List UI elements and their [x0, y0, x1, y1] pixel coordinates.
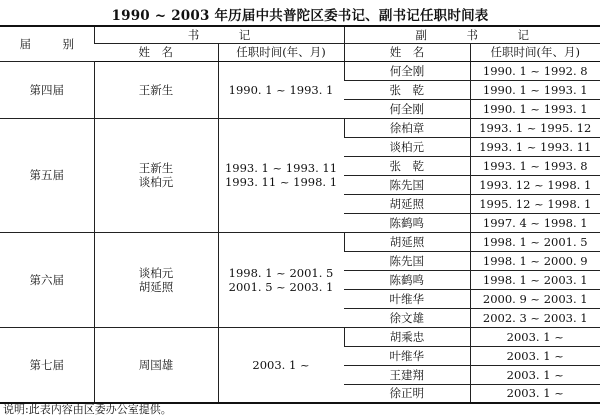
secretary-tenure: 1998. 1 ~ 2001. 5 [228, 265, 334, 280]
deputy-name-cell: 何全刚 [344, 99, 470, 118]
deputy-name-cell: 徐文雄 [344, 308, 470, 327]
secretary-name-cell [94, 327, 218, 403]
deputy-tenure-cell: 1998. 1 ~ 2003. 1 [470, 270, 600, 289]
deputy-tenure-cell: 2002. 3 ~ 2003. 1 [470, 308, 600, 327]
secretary-tenure-cell [218, 327, 344, 403]
secretary-name: 谈柏元 [138, 175, 174, 189]
table-row [0, 118, 600, 137]
tenure-table [0, 25, 600, 404]
header-secretary: 书 记 [94, 26, 344, 43]
secretary-name-cell [94, 232, 218, 327]
secretary-name-cell [94, 61, 218, 118]
deputy-name-cell: 陈先国 [344, 251, 470, 270]
footnote: 说明:此表内容由区委办公室提供。 [3, 403, 172, 416]
term-cell: 第七届 [0, 327, 94, 403]
term-cell: 第五届 [0, 118, 94, 232]
table-row [0, 232, 600, 251]
deputy-name-cell: 王建翔 [344, 365, 470, 384]
deputy-tenure-cell: 1993. 1 ~ 1995. 12 [470, 118, 600, 137]
deputy-tenure-cell: 2003. 1 ~ [470, 327, 600, 346]
deputy-name-cell: 胡延照 [344, 194, 470, 213]
header-deputy-name: 姓 名 [344, 43, 470, 61]
secretary-tenure-cell [218, 61, 344, 118]
header-term: 届 别 [0, 26, 94, 61]
header-secretary-tenure: 任职时间(年、月) [218, 43, 344, 61]
deputy-tenure-cell: 1990. 1 ~ 1993. 1 [470, 80, 600, 99]
deputy-name-cell: 徐正明 [344, 384, 470, 403]
deputy-name-cell: 陈鹤鸣 [344, 213, 470, 232]
table-row [0, 61, 600, 80]
table-title: 1990 ~ 2003 年历届中共普陀区委书记、副书记任职时间表 [111, 8, 489, 24]
term-cell: 第六届 [0, 232, 94, 327]
secretary-name: 胡延照 [138, 279, 174, 294]
deputy-name-cell: 张 乾 [344, 80, 470, 99]
deputy-name-cell: 叶维华 [344, 346, 470, 365]
deputy-tenure-cell: 2000. 9 ~ 2003. 1 [470, 289, 600, 308]
deputy-tenure-cell: 1995. 12 ~ 1998. 1 [470, 194, 600, 213]
deputy-tenure-cell: 2003. 1 ~ [470, 346, 600, 365]
deputy-tenure-cell: 1993. 1 ~ 1993. 11 [470, 137, 600, 156]
deputy-name-cell: 陈鹤鸣 [344, 270, 470, 289]
secretary-tenure-cell [218, 232, 344, 327]
secretary-tenure: 1993. 11 ~ 1998. 1 [224, 175, 338, 189]
secretary-tenure-cell [218, 118, 344, 232]
deputy-name-cell: 谈柏元 [344, 137, 470, 156]
secretary-name: 周国雄 [138, 357, 174, 372]
header-secretary-name: 姓 名 [94, 43, 218, 61]
header-deputy: 副 书 记 [344, 26, 600, 43]
secretary-name: 谈柏元 [138, 265, 174, 280]
secretary-tenure: 2001. 5 ~ 2003. 1 [228, 279, 334, 294]
deputy-tenure-cell: 1990. 1 ~ 1993. 1 [470, 99, 600, 118]
deputy-tenure-cell: 1990. 1 ~ 1992. 8 [470, 61, 600, 80]
secretary-tenure: 1993. 1 ~ 1993. 11 [224, 161, 338, 175]
secretary-tenure: 2003. 1 ~ [252, 357, 310, 372]
deputy-name-cell: 胡延照 [344, 232, 470, 251]
deputy-name-cell: 陈先国 [344, 175, 470, 194]
deputy-name-cell: 叶维华 [344, 289, 470, 308]
deputy-tenure-cell: 1993. 12 ~ 1998. 1 [470, 175, 600, 194]
deputy-tenure-cell: 1998. 1 ~ 2000. 9 [470, 251, 600, 270]
header-deputy-tenure: 任职时间(年、月) [470, 43, 600, 61]
term-cell: 第四届 [0, 61, 94, 118]
deputy-tenure-cell: 1997. 4 ~ 1998. 1 [470, 213, 600, 232]
deputy-name-cell: 徐柏章 [344, 118, 470, 137]
secretary-tenure: 1990. 1 ~ 1993. 1 [228, 82, 334, 97]
table-row [0, 327, 600, 346]
secretary-name-cell [94, 118, 218, 232]
deputy-tenure-cell: 2003. 1 ~ [470, 384, 600, 403]
deputy-tenure-cell: 1998. 1 ~ 2001. 5 [470, 232, 600, 251]
secretary-name: 王新生 [138, 161, 174, 175]
deputy-name-cell: 张 乾 [344, 156, 470, 175]
deputy-name-cell: 何全刚 [344, 61, 470, 80]
deputy-tenure-cell: 1993. 1 ~ 1993. 8 [470, 156, 600, 175]
deputy-tenure-cell: 2003. 1 ~ [470, 365, 600, 384]
deputy-name-cell: 胡乘忠 [344, 327, 470, 346]
secretary-name: 王新生 [138, 82, 174, 97]
